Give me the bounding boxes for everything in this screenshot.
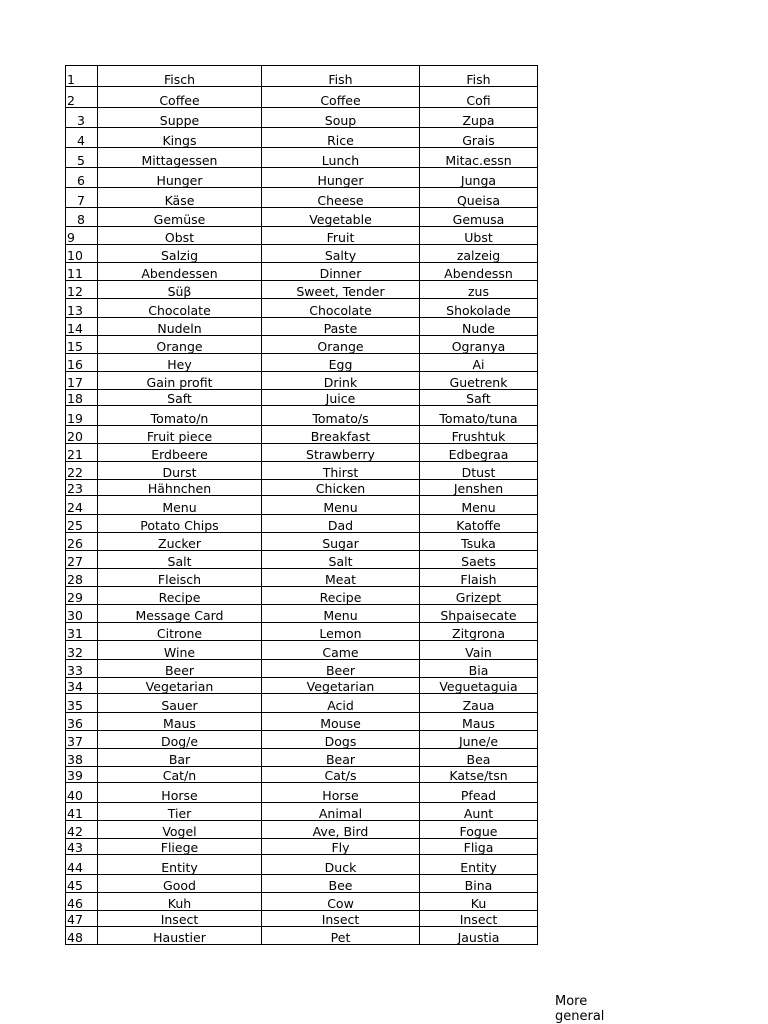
source-term-cell: Sauer (98, 694, 262, 713)
phonetic-term-cell: zalzeig (420, 245, 538, 263)
phonetic-term-cell: Bina (420, 875, 538, 893)
phonetic-term-cell: Gemusa (420, 208, 538, 227)
phonetic-term-cell: Frushtuk (420, 426, 538, 444)
table-row (66, 444, 538, 462)
row-number-cell: 28 (66, 569, 98, 587)
english-term-cell: Acid (262, 694, 420, 713)
source-term-cell: Hey (98, 354, 262, 372)
english-term-cell: Insect (262, 911, 420, 927)
english-term-cell: Hunger (262, 168, 420, 188)
english-term-cell: Came (262, 641, 420, 660)
source-term-cell: Dog/e (98, 731, 262, 749)
phonetic-term-cell: Shpaisecate (420, 605, 538, 623)
row-number-cell: 34 (66, 678, 98, 694)
phonetic-term-cell: Saets (420, 551, 538, 569)
source-term-cell: Hähnchen (98, 480, 262, 496)
table-row (66, 713, 538, 731)
table-row (66, 318, 538, 336)
table-row (66, 875, 538, 893)
english-term-cell: Ave, Bird (262, 821, 420, 839)
english-term-cell: Egg (262, 354, 420, 372)
table-row (66, 263, 538, 281)
english-term-cell: Fish (262, 66, 420, 87)
english-term-cell: Fruit (262, 227, 420, 245)
row-number-cell: 17 (66, 372, 98, 390)
phonetic-term-cell: Grais (420, 128, 538, 148)
row-number-cell: 19 (66, 406, 98, 426)
english-term-cell: Animal (262, 803, 420, 821)
source-term-cell: Maus (98, 713, 262, 731)
row-number-cell: 20 (66, 426, 98, 444)
row-number-cell: 35 (66, 694, 98, 713)
english-term-cell: Vegetable (262, 208, 420, 227)
source-term-cell: Wine (98, 641, 262, 660)
english-term-cell: Breakfast (262, 426, 420, 444)
english-term-cell: Cat/s (262, 767, 420, 783)
table-row (66, 678, 538, 694)
table-row (66, 660, 538, 678)
table-row (66, 839, 538, 855)
phonetic-term-cell: Nude (420, 318, 538, 336)
english-term-cell: Cheese (262, 188, 420, 208)
source-term-cell: Citrone (98, 623, 262, 641)
table-row (66, 168, 538, 188)
table-row (66, 128, 538, 148)
phonetic-term-cell: Flaish (420, 569, 538, 587)
row-number-cell: 33 (66, 660, 98, 678)
row-number-cell: 22 (66, 462, 98, 480)
english-term-cell: Juice (262, 390, 420, 406)
table-row (66, 694, 538, 713)
table-row (66, 372, 538, 390)
source-term-cell: Saft (98, 390, 262, 406)
source-term-cell: Entity (98, 855, 262, 875)
phonetic-term-cell: Vain (420, 641, 538, 660)
table-row (66, 336, 538, 354)
english-term-cell: Sugar (262, 533, 420, 551)
row-number-cell: 24 (66, 496, 98, 515)
phonetic-term-cell: Bia (420, 660, 538, 678)
phonetic-term-cell: June/e (420, 731, 538, 749)
source-term-cell: Message Card (98, 605, 262, 623)
table-row (66, 148, 538, 168)
table-row (66, 533, 538, 551)
table-row (66, 821, 538, 839)
source-term-cell: Obst (98, 227, 262, 245)
table-row (66, 299, 538, 318)
source-term-cell: Fisch (98, 66, 262, 87)
phonetic-term-cell: Cofi (420, 87, 538, 108)
english-term-cell: Menu (262, 496, 420, 515)
english-term-cell: Sweet, Tender (262, 281, 420, 299)
row-number-cell: 39 (66, 767, 98, 783)
vocabulary-table (65, 65, 538, 945)
source-term-cell: Recipe (98, 587, 262, 605)
table-row (66, 406, 538, 426)
row-number-cell: 31 (66, 623, 98, 641)
source-term-cell: Käse (98, 188, 262, 208)
row-number-cell: 21 (66, 444, 98, 462)
source-term-cell: Zucker (98, 533, 262, 551)
row-number-cell: 6 (66, 168, 98, 188)
table-row (66, 245, 538, 263)
row-number-cell: 16 (66, 354, 98, 372)
side-note-line-2: general (555, 1009, 605, 1024)
row-number-cell: 43 (66, 839, 98, 855)
english-term-cell: Salty (262, 245, 420, 263)
side-note-line-1: More (555, 994, 588, 1009)
phonetic-term-cell: Ubst (420, 227, 538, 245)
source-term-cell: Kuh (98, 893, 262, 911)
table-row (66, 188, 538, 208)
phonetic-term-cell: Katoffe (420, 515, 538, 533)
table-row (66, 783, 538, 803)
row-number-cell: 13 (66, 299, 98, 318)
english-term-cell: Menu (262, 605, 420, 623)
row-number-cell: 41 (66, 803, 98, 821)
source-term-cell: Beer (98, 660, 262, 678)
source-term-cell: Süβ (98, 281, 262, 299)
row-number-cell: 18 (66, 390, 98, 406)
phonetic-term-cell: Zupa (420, 108, 538, 128)
english-term-cell: Dinner (262, 263, 420, 281)
phonetic-term-cell: zus (420, 281, 538, 299)
english-term-cell: Dogs (262, 731, 420, 749)
english-term-cell: Lemon (262, 623, 420, 641)
row-number-cell: 38 (66, 749, 98, 767)
phonetic-term-cell: Ogranya (420, 336, 538, 354)
english-term-cell: Chicken (262, 480, 420, 496)
english-term-cell: Bee (262, 875, 420, 893)
source-term-cell: Horse (98, 783, 262, 803)
source-term-cell: Gain profit (98, 372, 262, 390)
source-term-cell: Orange (98, 336, 262, 354)
source-term-cell: Insect (98, 911, 262, 927)
source-term-cell: Vegetarian (98, 678, 262, 694)
english-term-cell: Rice (262, 128, 420, 148)
source-term-cell: Durst (98, 462, 262, 480)
english-term-cell: Horse (262, 783, 420, 803)
row-number-cell: 30 (66, 605, 98, 623)
row-number-cell: 45 (66, 875, 98, 893)
phonetic-term-cell: Bea (420, 749, 538, 767)
table-row (66, 390, 538, 406)
english-term-cell: Coffee (262, 87, 420, 108)
english-term-cell: Meat (262, 569, 420, 587)
row-number-cell: 46 (66, 893, 98, 911)
phonetic-term-cell: Insect (420, 911, 538, 927)
english-term-cell: Drink (262, 372, 420, 390)
table-row (66, 515, 538, 533)
table-row (66, 426, 538, 444)
phonetic-term-cell: Shokolade (420, 299, 538, 318)
source-term-cell: Hunger (98, 168, 262, 188)
row-number-cell: 1 (66, 66, 98, 87)
table-row (66, 354, 538, 372)
source-term-cell: Fruit piece (98, 426, 262, 444)
phonetic-term-cell: Veguetaguia (420, 678, 538, 694)
row-number-cell: 40 (66, 783, 98, 803)
row-number-cell: 14 (66, 318, 98, 336)
phonetic-term-cell: Saft (420, 390, 538, 406)
table-row (66, 855, 538, 875)
source-term-cell: Good (98, 875, 262, 893)
row-number-cell: 25 (66, 515, 98, 533)
table-row (66, 208, 538, 227)
source-term-cell: Tier (98, 803, 262, 821)
english-term-cell: Bear (262, 749, 420, 767)
phonetic-term-cell: Guetrenk (420, 372, 538, 390)
english-term-cell: Beer (262, 660, 420, 678)
english-term-cell: Cow (262, 893, 420, 911)
row-number-cell: 36 (66, 713, 98, 731)
table-row (66, 605, 538, 623)
row-number-cell: 44 (66, 855, 98, 875)
table-row (66, 87, 538, 108)
source-term-cell: Potato Chips (98, 515, 262, 533)
vocabulary-table-body (66, 66, 538, 945)
table-row (66, 462, 538, 480)
table-row (66, 281, 538, 299)
english-term-cell: Thirst (262, 462, 420, 480)
english-term-cell: Paste (262, 318, 420, 336)
english-term-cell: Mouse (262, 713, 420, 731)
table-row (66, 623, 538, 641)
row-number-cell: 9 (66, 227, 98, 245)
english-term-cell: Duck (262, 855, 420, 875)
source-term-cell: Cat/n (98, 767, 262, 783)
english-term-cell: Lunch (262, 148, 420, 168)
source-term-cell: Salzig (98, 245, 262, 263)
table-row (66, 731, 538, 749)
phonetic-term-cell: Tsuka (420, 533, 538, 551)
source-term-cell: Abendessen (98, 263, 262, 281)
source-term-cell: Vogel (98, 821, 262, 839)
row-number-cell: 11 (66, 263, 98, 281)
phonetic-term-cell: Jaustia (420, 927, 538, 945)
phonetic-term-cell: Queisa (420, 188, 538, 208)
row-number-cell: 4 (66, 128, 98, 148)
english-term-cell: Vegetarian (262, 678, 420, 694)
table-row (66, 66, 538, 87)
row-number-cell: 5 (66, 148, 98, 168)
phonetic-term-cell: Tomato/tuna (420, 406, 538, 426)
english-term-cell: Soup (262, 108, 420, 128)
table-row (66, 587, 538, 605)
table-row (66, 927, 538, 945)
phonetic-term-cell: Maus (420, 713, 538, 731)
row-number-cell: 27 (66, 551, 98, 569)
english-term-cell: Chocolate (262, 299, 420, 318)
row-number-cell: 8 (66, 208, 98, 227)
row-number-cell: 47 (66, 911, 98, 927)
source-term-cell: Gemüse (98, 208, 262, 227)
row-number-cell: 10 (66, 245, 98, 263)
english-term-cell: Dad (262, 515, 420, 533)
phonetic-term-cell: Jenshen (420, 480, 538, 496)
table-row (66, 767, 538, 783)
table-row (66, 551, 538, 569)
row-number-cell: 23 (66, 480, 98, 496)
row-number-cell: 29 (66, 587, 98, 605)
english-term-cell: Fly (262, 839, 420, 855)
source-term-cell: Haustier (98, 927, 262, 945)
table-row (66, 893, 538, 911)
source-term-cell: Kings (98, 128, 262, 148)
row-number-cell: 32 (66, 641, 98, 660)
row-number-cell: 3 (66, 108, 98, 128)
table-row (66, 749, 538, 767)
source-term-cell: Salt (98, 551, 262, 569)
english-term-cell: Strawberry (262, 444, 420, 462)
phonetic-term-cell: Grizept (420, 587, 538, 605)
row-number-cell: 37 (66, 731, 98, 749)
side-note (555, 994, 604, 1024)
table-row (66, 227, 538, 245)
phonetic-term-cell: Fogue (420, 821, 538, 839)
table-row (66, 496, 538, 515)
source-term-cell: Erdbeere (98, 444, 262, 462)
english-term-cell: Pet (262, 927, 420, 945)
table-row (66, 480, 538, 496)
table-row (66, 641, 538, 660)
phonetic-term-cell: Menu (420, 496, 538, 515)
phonetic-term-cell: Abendessn (420, 263, 538, 281)
phonetic-term-cell: Junga (420, 168, 538, 188)
table-row (66, 803, 538, 821)
source-term-cell: Chocolate (98, 299, 262, 318)
phonetic-term-cell: Pfead (420, 783, 538, 803)
phonetic-term-cell: Katse/tsn (420, 767, 538, 783)
row-number-cell: 12 (66, 281, 98, 299)
source-term-cell: Tomato/n (98, 406, 262, 426)
phonetic-term-cell: Entity (420, 855, 538, 875)
phonetic-term-cell: Ai (420, 354, 538, 372)
english-term-cell: Recipe (262, 587, 420, 605)
phonetic-term-cell: Mitac.essn (420, 148, 538, 168)
row-number-cell: 15 (66, 336, 98, 354)
phonetic-term-cell: Fish (420, 66, 538, 87)
english-term-cell: Orange (262, 336, 420, 354)
english-term-cell: Tomato/s (262, 406, 420, 426)
row-number-cell: 26 (66, 533, 98, 551)
table-row (66, 911, 538, 927)
phonetic-term-cell: Aunt (420, 803, 538, 821)
phonetic-term-cell: Zaua (420, 694, 538, 713)
table-row (66, 108, 538, 128)
row-number-cell: 2 (66, 87, 98, 108)
english-term-cell: Salt (262, 551, 420, 569)
source-term-cell: Coffee (98, 87, 262, 108)
row-number-cell: 7 (66, 188, 98, 208)
row-number-cell: 48 (66, 927, 98, 945)
phonetic-term-cell: Dtust (420, 462, 538, 480)
source-term-cell: Fleisch (98, 569, 262, 587)
source-term-cell: Fliege (98, 839, 262, 855)
source-term-cell: Nudeln (98, 318, 262, 336)
table-row (66, 569, 538, 587)
source-term-cell: Bar (98, 749, 262, 767)
phonetic-term-cell: Fliga (420, 839, 538, 855)
source-term-cell: Mittagessen (98, 148, 262, 168)
phonetic-term-cell: Edbegraa (420, 444, 538, 462)
source-term-cell: Suppe (98, 108, 262, 128)
phonetic-term-cell: Zitgrona (420, 623, 538, 641)
phonetic-term-cell: Ku (420, 893, 538, 911)
row-number-cell: 42 (66, 821, 98, 839)
source-term-cell: Menu (98, 496, 262, 515)
